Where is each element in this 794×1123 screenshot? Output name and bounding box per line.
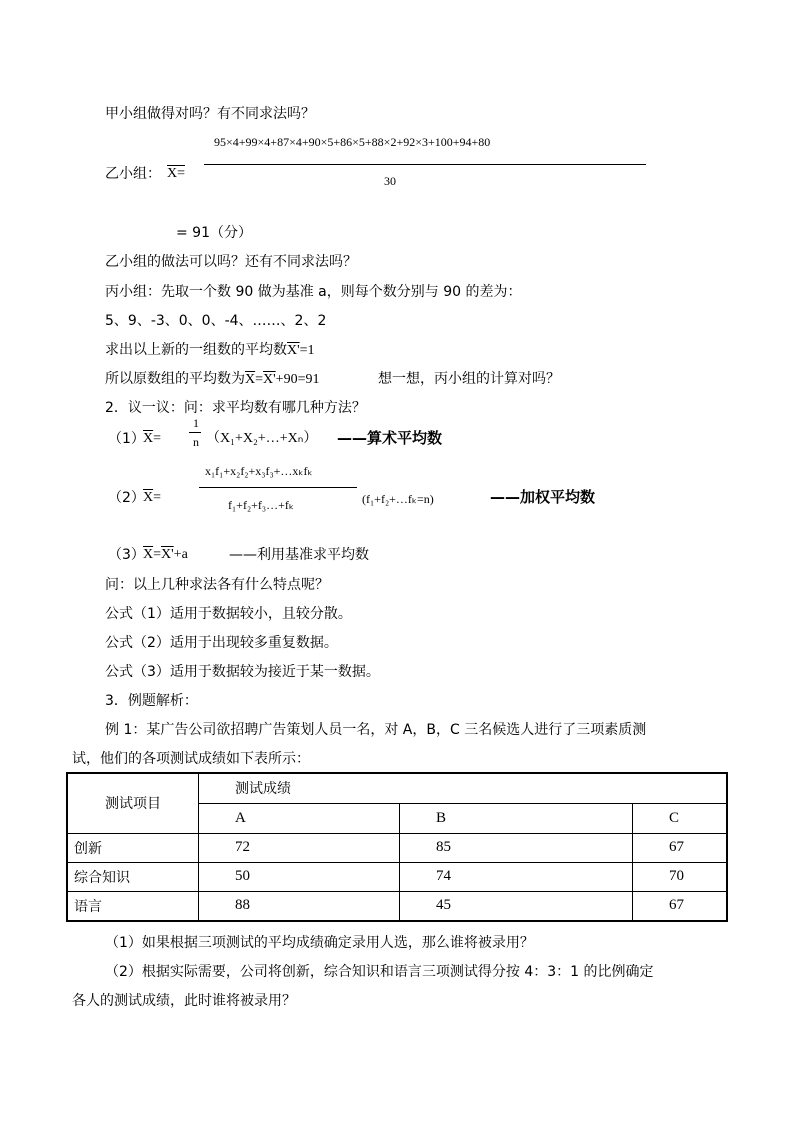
f1-frac-num: 1 bbox=[193, 416, 199, 430]
f2-xbar: $\overline{X}=$ bbox=[143, 490, 162, 505]
example-line-2: 试，他们的各项测试成绩如下表所示： bbox=[72, 751, 310, 767]
value-cell: 67 bbox=[633, 833, 728, 862]
yi-fraction-bar bbox=[204, 164, 646, 165]
item-cell: 创新 bbox=[67, 833, 199, 862]
f3-label: （3） bbox=[108, 547, 145, 563]
question-1: （1）如果根据三项测试的平均成绩确定录用人选，那么谁将被录用？ bbox=[105, 935, 534, 951]
bing-intro: 丙小组：先取一个数 90 做为基准 a，则每个数分别与 90 的差为： bbox=[105, 284, 522, 300]
f1-label: （1） bbox=[108, 431, 145, 447]
f1-sum: （X₁+X₂+…+Xₙ） bbox=[206, 431, 318, 446]
bing-orig-line: 所以原数组的平均数为$\overline{X}=X'+90=91$ bbox=[105, 371, 320, 387]
formula-1-note: 公式（1）适用于数据较小，且较分散。 bbox=[105, 606, 352, 622]
item-cell: 综合知识 bbox=[67, 862, 199, 891]
question-2-line-1: （2）根据实际需要，公司将创新，综合知识和语言三项测试得分按 4：3：1 的比例确定 bbox=[105, 964, 654, 980]
f2-numerator: x₁f₁+x₂f₂+x₃f₃+…xₖfₖ bbox=[205, 464, 313, 478]
item-cell: 语言 bbox=[67, 891, 199, 921]
formula-3-note: 公式（3）适用于数据较为接近于某一数据。 bbox=[105, 664, 380, 680]
f2-fraction-bar bbox=[199, 487, 357, 488]
f2-condition: (f₁+f₂+…fₖ=n) bbox=[362, 492, 434, 506]
f3-name: ——利用基准求平均数 bbox=[229, 547, 369, 563]
f2-label: （2） bbox=[108, 490, 145, 506]
discuss-heading: 2．议一议：问：求平均数有哪几种方法？ bbox=[105, 400, 366, 416]
yi-xbar: X= bbox=[167, 166, 186, 181]
bing-diffs: 5、9、-3、0、0、-4、……、2、2 bbox=[105, 313, 327, 329]
formula-2-note: 公式（2）适用于出现较多重复数据。 bbox=[105, 635, 338, 651]
value-cell: 45 bbox=[400, 891, 633, 921]
table-row bbox=[67, 891, 727, 921]
group-header-cell: 测试成绩 bbox=[199, 773, 728, 803]
f1-frac-den: n bbox=[193, 435, 199, 449]
value-cell: 50 bbox=[199, 862, 400, 891]
question-yi: 乙小组的做法可以吗？还有不同求法吗？ bbox=[105, 254, 357, 270]
f2-denominator: f₁+f₂+f₃…+fₖ bbox=[228, 498, 294, 512]
value-cell: 72 bbox=[199, 833, 400, 862]
score-table bbox=[66, 772, 728, 922]
col-header-c: C bbox=[633, 803, 728, 833]
f2-name: ——加权平均数 bbox=[490, 488, 596, 506]
table-row bbox=[67, 833, 727, 862]
yi-label: 乙小组： bbox=[105, 166, 161, 182]
question-feature: 问：以上几种求法各有什么特点呢？ bbox=[105, 577, 329, 593]
f1-xbar: $\overline{X}=$ bbox=[143, 431, 162, 446]
value-cell: 67 bbox=[633, 891, 728, 921]
col-header-a: A bbox=[199, 803, 400, 833]
table-row bbox=[67, 862, 727, 891]
yi-denominator: 30 bbox=[384, 174, 396, 188]
value-cell: 85 bbox=[400, 833, 633, 862]
value-cell: 74 bbox=[400, 862, 633, 891]
value-cell: 88 bbox=[199, 891, 400, 921]
example-line-1: 例 1：某广告公司欲招聘广告策划人员一名，对 A，B，C 三名候选人进行了三项素质测 bbox=[105, 722, 647, 738]
bing-mean-line: 求出以上新的一组数的平均数X'=1 bbox=[105, 342, 315, 358]
yi-result: = 91（分） bbox=[176, 225, 252, 241]
question-2-line-2: 各人的测试成绩，此时谁将被录用？ bbox=[72, 993, 296, 1009]
value-cell: 70 bbox=[633, 862, 728, 891]
question-jia: 甲小组做得对吗？有不同求法吗？ bbox=[105, 106, 315, 122]
yi-numerator: 95×4+99×4+87×4+90×5+86×5+88×2+92×3+100+94+80 bbox=[214, 135, 491, 149]
example-heading: 3．例题解析： bbox=[105, 693, 198, 709]
f1-name: ——算术平均数 bbox=[337, 429, 443, 447]
row-header-cell: 测试项目 bbox=[67, 773, 199, 833]
col-header-b: B bbox=[400, 803, 633, 833]
table-header-row bbox=[67, 773, 727, 803]
bing-think: 想一想，丙小组的计算对吗？ bbox=[378, 371, 560, 387]
f3-expr: $\overline{X}=X'+a$ bbox=[143, 547, 188, 562]
